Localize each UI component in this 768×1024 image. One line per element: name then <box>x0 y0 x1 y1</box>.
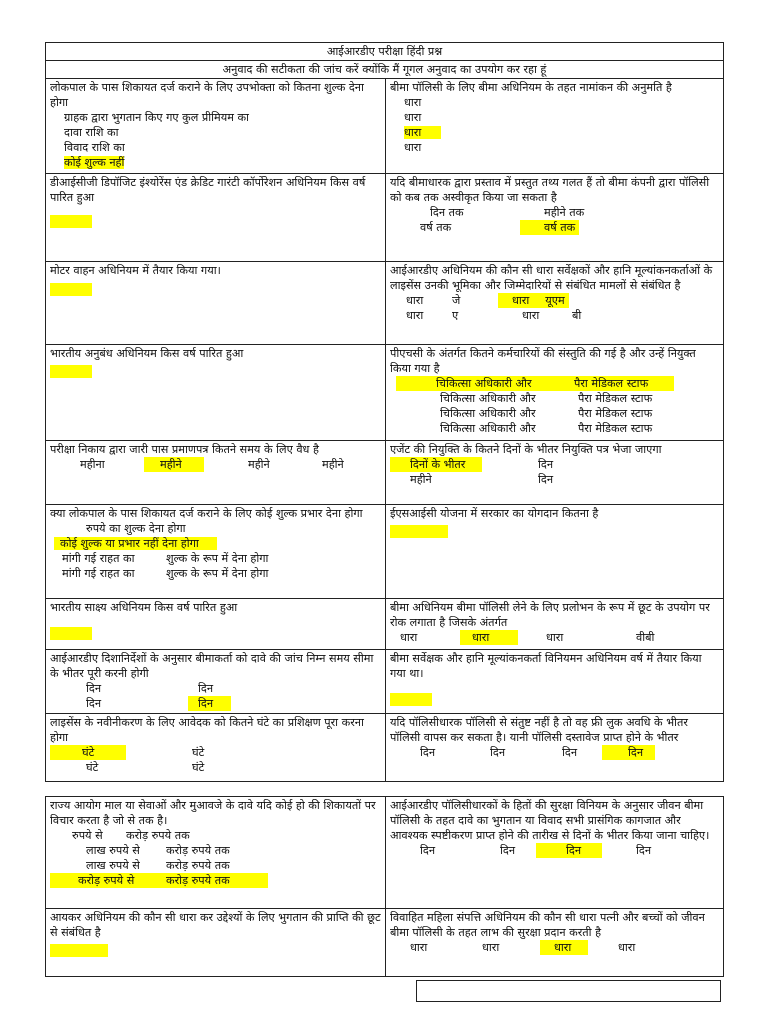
option-a-staff: पैरा मेडिकल स्टाफ <box>574 377 649 390</box>
option-c: धारा <box>546 631 564 644</box>
option-b: धारा <box>404 111 422 124</box>
option-d: दिन <box>636 844 652 857</box>
option-a: धारा <box>404 96 422 109</box>
question-text: राज्य आयोग माल या सेवाओं और मुआवजे के दावे यदि कोई हो की शिकायतों पर विचार करता है जो से तक है। <box>50 799 376 827</box>
option-b-code-answer: यूएम <box>535 293 568 308</box>
option-c-staff: पैरा मेडिकल स्टाफ <box>578 407 653 420</box>
option-c: मांगी गई राहत का <box>62 552 135 565</box>
empty-footer-box <box>416 980 721 1002</box>
question-cell <box>46 345 386 441</box>
question-text: मोटर वाहन अधिनियम में तैयार किया गया। <box>50 264 221 277</box>
option-a: ग्राहक द्वारा भुगतान किए गए कुल प्रीमियम का <box>64 111 249 124</box>
answer-highlight <box>390 525 448 538</box>
option-b-tail: करोड़ रुपये तक <box>166 844 230 857</box>
option-d: धारा <box>404 141 422 154</box>
question-table <box>45 42 724 977</box>
option-b: घंटे <box>192 746 205 759</box>
page-subtitle: अनुवाद की सटीकता की जांच करें क्योंकि मैं गूगल अनुवाद का उपयोग कर रहा हूं <box>46 61 724 79</box>
option-d: धारा <box>618 941 636 954</box>
option-a: धारा <box>410 941 428 954</box>
question-text: विवाहित महिला संपत्ति अधिनियम की कौन सी धारा पत्नी और बच्चों को जीवन बीमा पॉलिसी के तहत लाभ की सुरक्षा प्रदान करती है <box>390 911 705 939</box>
option-a-answer: घंटे <box>50 745 126 760</box>
option-b: दिन <box>538 458 554 471</box>
question-cell <box>46 909 386 977</box>
question-text: भारतीय साक्ष्य अधिनियम किस वर्ष पारित हुआ <box>50 601 238 614</box>
question-cell <box>386 909 724 977</box>
question-cell <box>46 174 386 262</box>
question-text: भारतीय अनुबंध अधिनियम किस वर्ष पारित हुआ <box>50 347 244 360</box>
option-a: दिन <box>86 682 102 695</box>
option-d-staff: पैरा मेडिकल स्टाफ <box>578 422 653 435</box>
question-text: आईआरडीए दिशानिर्देशों के अनुसार बीमाकर्ता को दावे की जांच निम्न समय सीमा के भीतर पूरी करनी होगी <box>50 652 374 680</box>
option-d-answer: करोड़ रुपये से <box>78 874 135 887</box>
answer-highlight <box>50 944 108 957</box>
question-text: परीक्षा निकाय द्वारा जारी पास प्रमाणपत्र कितने समय के लिए वैध है <box>50 443 319 456</box>
option-a-answer: चिकित्सा अधिकारी और <box>436 377 532 390</box>
question-text: आईआरडीए अधिनियम की कौन सी धारा सर्वेक्षकों और हानि मूल्यांकनकर्ताओं के लाइसेंस उनकी भूमिका और जिम्मेदारियों से संबंधित मामलों से संबंधित है <box>390 264 713 292</box>
option-b-answer: महीने <box>144 457 204 472</box>
question-cell <box>46 650 386 714</box>
option-d-label: धारा <box>522 309 540 322</box>
question-cell <box>46 714 386 782</box>
option-d: घंटे <box>192 761 205 774</box>
answer-highlight <box>50 365 92 378</box>
question-cell <box>46 797 386 909</box>
option-d: चिकित्सा अधिकारी और <box>440 422 536 435</box>
option-a-code: जे <box>452 294 461 307</box>
question-text: आईआरडीए पॉलिसीधारकों के हितों की सुरक्षा विनियम के अनुसार जीवन बीमा पॉलिसी के तहत दावे का भुगतान या विवाद सभी प्रासंगिक कागजात और आवश्यक स्पष्टीकरण प्राप्त होने की तारीख से दिनों के भीतर किया जाना चाहिए। <box>390 799 710 842</box>
question-text: लाइसेंस के नवीनीकरण के लिए आवेदक को कितने घंटे का प्रशिक्षण पूरा करना होगा <box>50 716 364 744</box>
option-c: दिन <box>562 746 578 759</box>
option-c-tail: करोड़ रुपये तक <box>166 859 230 872</box>
option-c-label: धारा <box>406 309 424 322</box>
option-c: घंटे <box>86 761 99 774</box>
page-title: आईआरडीए परीक्षा हिंदी प्रश्न <box>46 43 724 61</box>
option-b: चिकित्सा अधिकारी और <box>440 392 536 405</box>
question-text: बीमा पॉलिसी के लिए बीमा अधिनियम के तहत नामांकन की अनुमति है <box>390 81 672 94</box>
option-b: दिन <box>490 746 506 759</box>
question-text: क्या लोकपाल के पास शिकायत दर्ज कराने के लिए कोई शुल्क प्रभार देना होगा <box>50 507 363 520</box>
question-text: एजेंट की नियुक्ति के कितने दिनों के भीतर नियुक्ति पत्र भेजा जाएगा <box>390 443 662 456</box>
option-d-code: बी <box>572 309 582 322</box>
option-a: दिन <box>420 746 436 759</box>
option-a-answer: दिनों के भीतर <box>390 457 482 472</box>
option-c-code: ए <box>452 309 459 322</box>
question-cell <box>386 174 724 262</box>
question-cell <box>46 441 386 505</box>
question-cell <box>386 714 724 782</box>
question-text: डीआईसीजी डिपॉजिट इंश्योरेंस एंड क्रेडिट गारंटी कॉर्पोरेशन अधिनियम किस वर्ष पारित हुआ <box>50 176 366 204</box>
question-cell <box>386 599 724 650</box>
option-b: दिन <box>500 844 516 857</box>
option-a-tail: करोड़ रुपये तक <box>126 829 190 842</box>
option-a: दिन तक <box>430 206 464 219</box>
question-text: बीमा अधिनियम बीमा पॉलिसी लेने के लिए प्रलोभन के रूप में छूट के उपयोग पर रोक लगाता है जिसके अंतर्गत <box>390 601 710 629</box>
question-cell <box>386 505 724 599</box>
option-c-tail: शुल्क के रूप में देना होगा <box>166 552 269 565</box>
question-cell <box>386 797 724 909</box>
option-d-answer: कोई शुल्क नहीं <box>64 156 125 169</box>
question-text: यदि बीमाधारक द्वारा प्रस्ताव में प्रस्तुत तथ्य गलत हैं तो बीमा कंपनी द्वारा पॉलिसी को कब तक अस्वीकृत किया जा सकता है <box>390 176 710 204</box>
option-b-answer: धारा <box>460 630 518 645</box>
question-cell <box>386 441 724 505</box>
option-a: दिन <box>420 844 436 857</box>
option-d-answer: दिन <box>602 745 655 760</box>
option-a: रुपये का शुल्क देना होगा <box>86 522 186 535</box>
question-text: पीएचसी के अंतर्गत कितने कर्मचारियों की संस्तुति की गई है और उन्हें नियुक्त किया गया है <box>390 347 696 375</box>
question-text: आयकर अधिनियम की कौन सी धारा कर उद्देश्यों के लिए भुगतान की प्राप्ति की छूट से संबंधित है <box>50 911 381 939</box>
option-d: वीबी <box>636 631 655 644</box>
option-b: दिन <box>198 682 214 695</box>
option-d-answer-tail: करोड़ रुपये तक <box>166 874 230 887</box>
option-c-answer: धारा <box>404 126 441 139</box>
option-b: लाख रुपये से <box>86 844 140 857</box>
question-cell <box>46 262 386 345</box>
answer-highlight <box>50 215 92 228</box>
option-d-tail: शुल्क के रूप में देना होगा <box>166 567 269 580</box>
option-b: महीने तक <box>544 206 585 219</box>
answer-highlight <box>50 283 92 296</box>
option-a: महीना <box>80 458 105 471</box>
option-d: मांगी गई राहत का <box>62 567 135 580</box>
option-c-answer: दिन <box>536 843 602 858</box>
option-d-answer: दिन <box>188 696 231 711</box>
question-cell <box>386 650 724 714</box>
question-text: यदि पॉलिसीधारक पॉलिसी से संतुष्ट नहीं है तो वह फ्री लुक अवधि के भीतर पॉलिसी वापस कर सकता है। यानी पॉलिसी दस्तावेज प्राप्त होने के भीतर <box>390 716 688 744</box>
question-cell <box>46 599 386 650</box>
option-b-label-answer: धारा <box>498 293 535 308</box>
option-c: महीने <box>248 458 270 471</box>
option-d-answer: वर्ष तक <box>520 220 579 235</box>
option-c: चिकित्सा अधिकारी और <box>440 407 536 420</box>
question-text: बीमा सर्वेक्षक और हानि मूल्यांकनकर्ता विनियमन अधिनियम वर्ष में तैयार किया गया था। <box>390 652 702 680</box>
option-b-answer: कोई शुल्क या प्रभार नहीं देना होगा <box>54 537 217 550</box>
option-b-staff: पैरा मेडिकल स्टाफ <box>578 392 653 405</box>
question-cell <box>386 345 724 441</box>
question-cell <box>46 79 386 174</box>
option-d: महीने <box>322 458 344 471</box>
option-b: धारा <box>482 941 500 954</box>
answer-highlight <box>390 693 432 706</box>
option-b: दावा राशि का <box>64 126 119 139</box>
option-c: विवाद राशि का <box>64 141 125 154</box>
question-cell <box>386 262 724 345</box>
option-c: दिन <box>86 697 102 710</box>
option-c: लाख रुपये से <box>86 859 140 872</box>
option-d: दिन <box>538 473 554 486</box>
question-text: लोकपाल के पास शिकायत दर्ज कराने के लिए उपभोक्ता को कितना शुल्क देना होगा <box>50 81 364 109</box>
question-cell <box>386 79 724 174</box>
answer-highlight <box>50 627 92 640</box>
option-a: धारा <box>400 631 418 644</box>
section-gap <box>46 782 724 797</box>
question-text: ईएसआईसी योजना में सरकार का योगदान कितना है <box>390 507 599 520</box>
option-a-label: धारा <box>406 294 424 307</box>
option-a: रुपये से <box>72 829 103 842</box>
option-c: महीने <box>410 473 432 486</box>
option-c-answer: धारा <box>540 940 588 955</box>
question-cell <box>46 505 386 599</box>
option-c: वर्ष तक <box>420 221 452 234</box>
